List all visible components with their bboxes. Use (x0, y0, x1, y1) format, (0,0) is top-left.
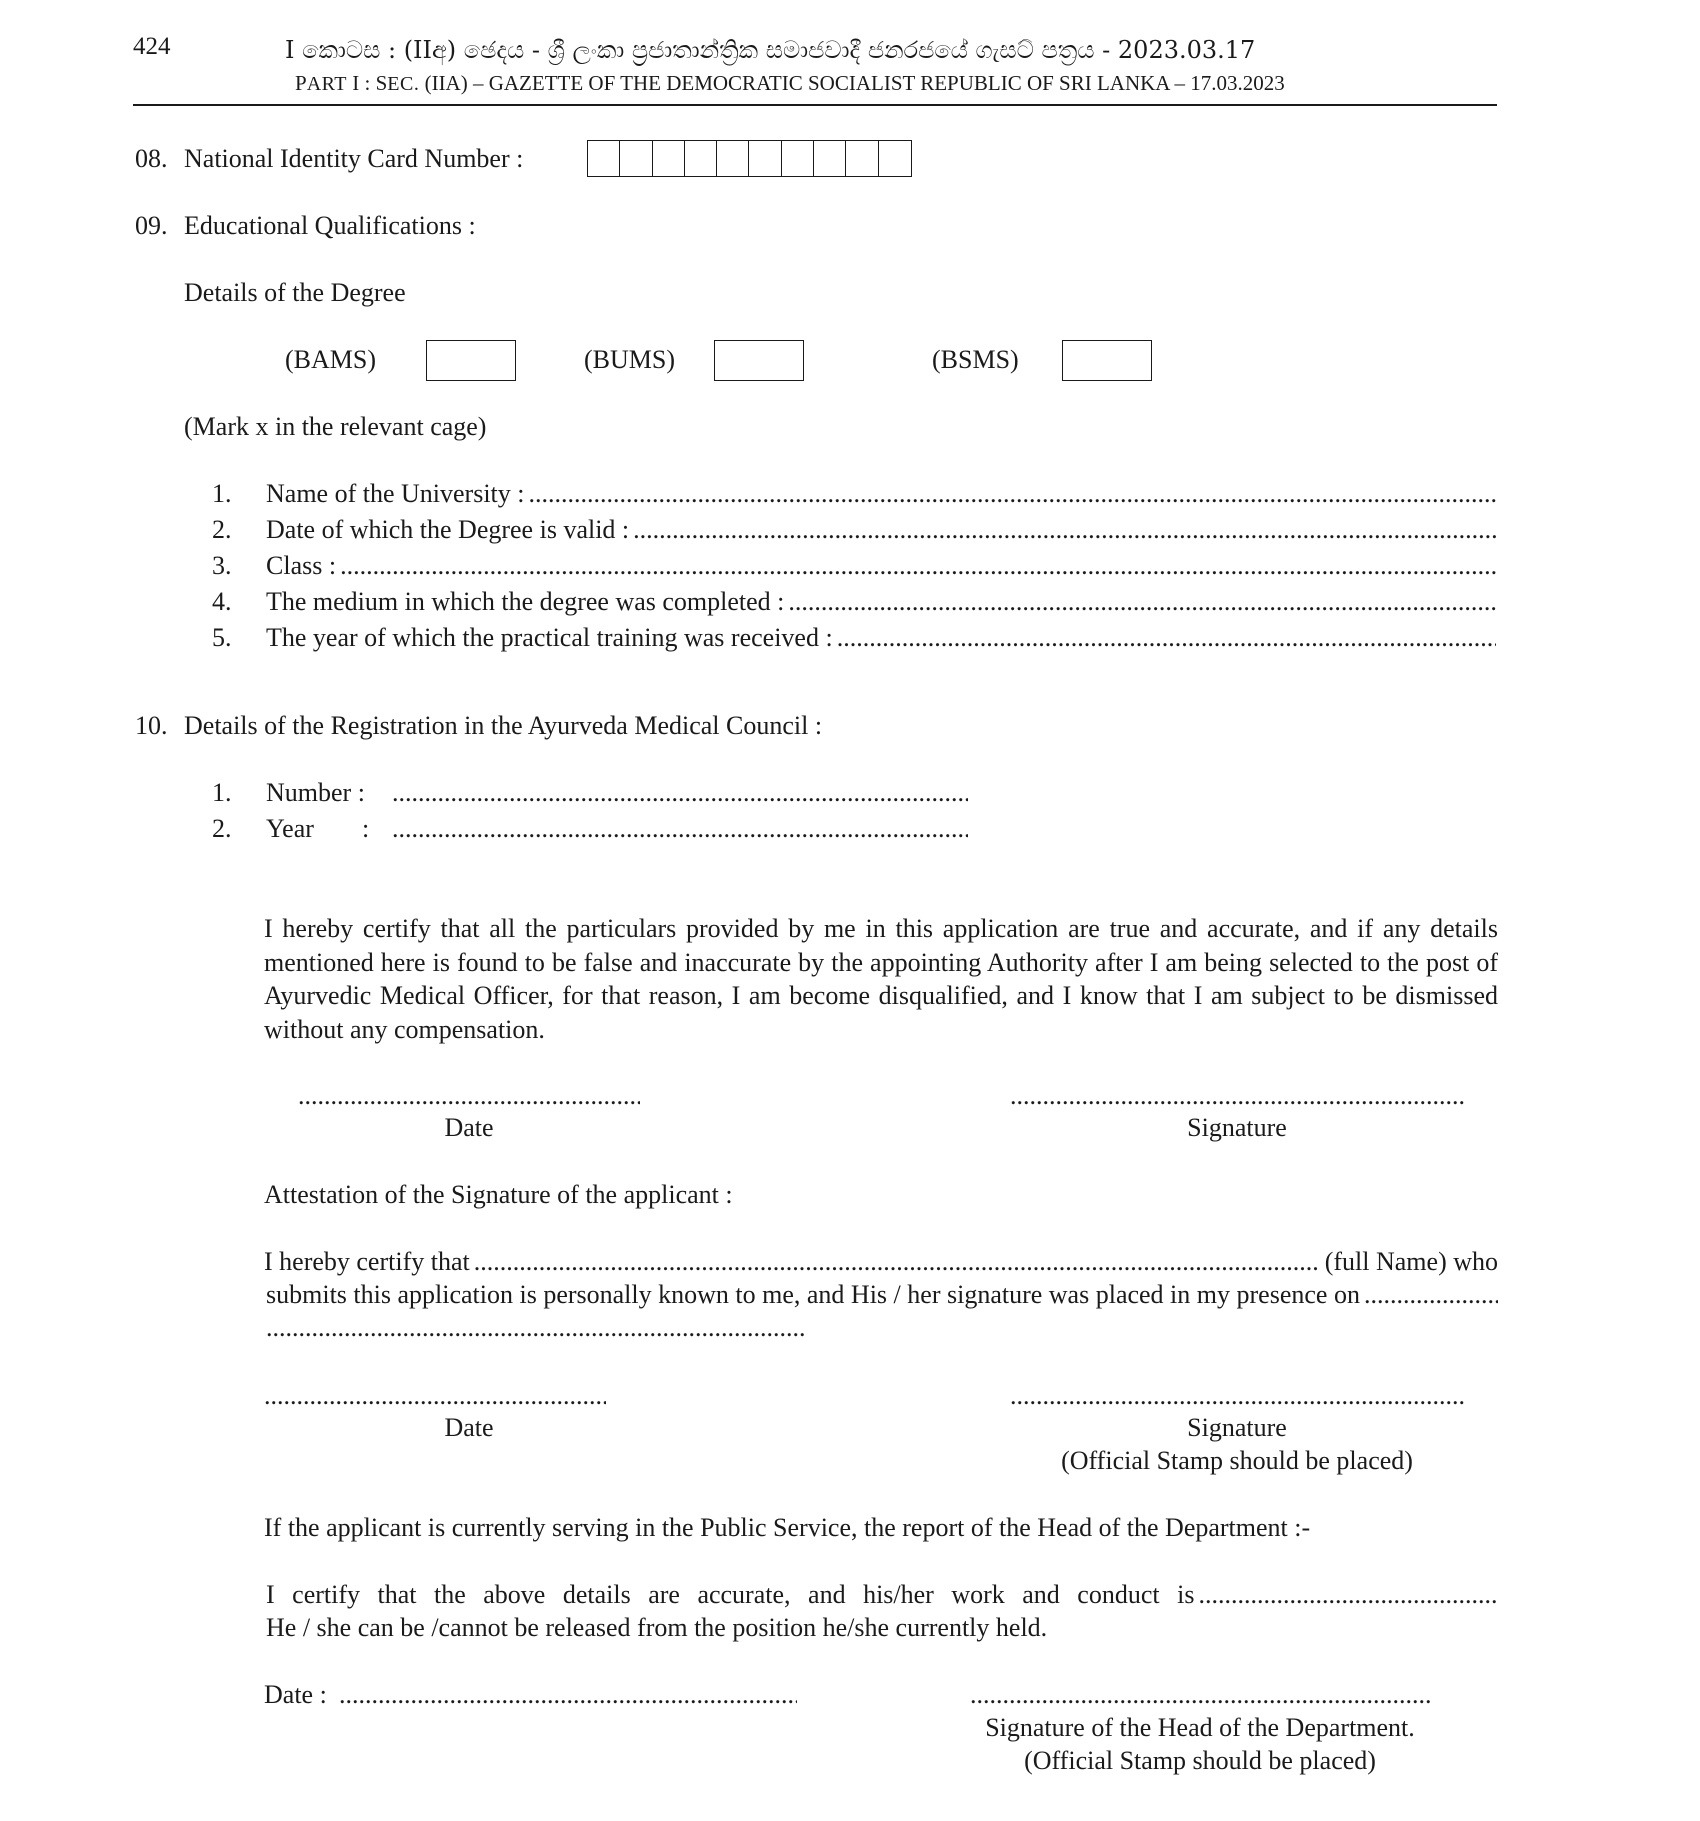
applicant-date-dotted-line[interactable] (298, 1080, 640, 1112)
presence-date-dotted-line-start[interactable] (1360, 1279, 1498, 1311)
attester-signature-label: Signature (1187, 1413, 1287, 1442)
head-report-line-2: He / she can be /cannot be released from the position he/she currently held. (266, 1613, 1048, 1642)
medium-dotted-line[interactable] (784, 586, 1498, 618)
degree-label-bams: (BAMS) (285, 345, 377, 374)
head-signature-label: Signature of the Head of the Department. (985, 1713, 1415, 1742)
registration-number-dotted-line[interactable] (392, 777, 968, 809)
presence-date-dotted-line-end[interactable] (266, 1312, 804, 1344)
educational-qualifications-heading: Educational Qualifications : (184, 211, 476, 240)
university-dotted-line[interactable] (525, 478, 1499, 510)
university-field[interactable]: Name of the University : ..... (266, 478, 1498, 510)
registration-number-field-number: 1. (212, 778, 232, 807)
item-09-number: 09. (135, 211, 168, 240)
nic-digit-cell[interactable] (717, 141, 749, 176)
nic-digit-cell[interactable] (846, 141, 878, 176)
attestation-line-1[interactable]: I hereby certify that ..... (full Name) who (264, 1246, 1498, 1278)
english-gazette-title: PART I : SEC. (IIA) – GAZETTE OF THE DEMOCRATIC SOCIALIST REPUBLIC OF SRI LANKA – 17.03.2023 (295, 71, 1285, 95)
degree-valid-date-field[interactable]: Date of which the Degree is valid : ..... (266, 514, 1498, 546)
attestation-line-2[interactable]: submits this application is personally known to me, and His / her signature was placed in my presence on ..... (266, 1279, 1498, 1311)
attestation-heading: Attestation of the Signature of the applicant : (264, 1180, 733, 1209)
class-dotted-line[interactable] (336, 550, 1498, 582)
attester-signature-dotted-line[interactable] (1010, 1380, 1464, 1412)
nic-digit-cell[interactable] (782, 141, 814, 176)
medium-field-number: 4. (212, 587, 232, 616)
attester-stamp-note: (Official Stamp should be placed) (1061, 1446, 1413, 1475)
training-year-field-number: 5. (212, 623, 232, 652)
applicant-date-label: Date (444, 1113, 494, 1142)
nic-digit-cell[interactable] (588, 141, 620, 176)
header-rule (133, 104, 1497, 106)
head-date-label: Date : (264, 1680, 327, 1709)
class-field[interactable]: Class : ..... (266, 550, 1498, 582)
item-08-number: 08. (135, 144, 168, 173)
training-year-dotted-line[interactable] (833, 622, 1496, 654)
degree-valid-dotted-line[interactable] (629, 514, 1498, 546)
applicant-signature-label: Signature (1187, 1113, 1287, 1142)
bams-checkbox[interactable] (426, 340, 516, 381)
applicant-signature-dotted-line[interactable] (1010, 1080, 1464, 1112)
medium-field[interactable]: The medium in which the degree was completed : ..... (266, 586, 1498, 618)
mark-instruction: (Mark x in the relevant cage) (184, 412, 487, 441)
registration-year-label: Year (266, 814, 314, 843)
bsms-checkbox[interactable] (1062, 340, 1152, 381)
nic-input-grid[interactable] (587, 140, 912, 177)
attester-date-label: Date (444, 1413, 494, 1442)
nic-digit-cell[interactable] (814, 141, 846, 176)
nic-digit-cell[interactable] (685, 141, 717, 176)
head-report-line-1[interactable]: I certify that the above details are accurate, and his/her work and conduct is ..... (266, 1579, 1498, 1611)
nic-label: National Identity Card Number : (184, 144, 524, 173)
degree-label-bums: (BUMS) (584, 345, 676, 374)
training-year-field[interactable]: The year of which the practical training was received : ..... (266, 622, 1496, 654)
nic-digit-cell[interactable] (879, 141, 911, 176)
head-report-heading: If the applicant is currently serving in the Public Service, the report of the Head of the Department :- (264, 1513, 1311, 1542)
nic-digit-cell[interactable] (749, 141, 781, 176)
nic-digit-cell[interactable] (653, 141, 685, 176)
registration-year-colon: : (362, 814, 370, 843)
registration-heading: Details of the Registration in the Ayurveda Medical Council : (184, 711, 823, 740)
degree-valid-field-number: 2. (212, 515, 232, 544)
degree-label-bsms: (BSMS) (932, 345, 1019, 374)
registration-year-dotted-line[interactable] (392, 813, 968, 845)
head-signature-dotted-line[interactable] (970, 1679, 1430, 1711)
registration-year-field-number: 2. (212, 814, 232, 843)
head-stamp-note: (Official Stamp should be placed) (1024, 1746, 1376, 1775)
conduct-dotted-line[interactable] (1194, 1579, 1498, 1611)
class-field-number: 3. (212, 551, 232, 580)
item-10-number: 10. (135, 711, 168, 740)
nic-digit-cell[interactable] (620, 141, 652, 176)
attester-date-dotted-line[interactable] (264, 1380, 606, 1412)
head-date-dotted-line[interactable] (339, 1679, 797, 1711)
attester-full-name-dotted-line[interactable] (470, 1246, 1319, 1278)
page-number: 424 (133, 33, 171, 60)
registration-number-label: Number : (266, 778, 365, 807)
applicant-certification-text: I hereby certify that all the particulars provided by me in this application are true and accurate, and if any details mentioned here is found to be false and inaccurate by the appointing Authority after I am being selected to the post of Ayurvedic Medical Officer, for that reason, I am become disqualified, and I know that I am subject to be dismissed without any compensation. (264, 914, 1498, 1044)
university-field-number: 1. (212, 479, 232, 508)
sinhala-gazette-title: I කොටස : (IIඅ) ඡෙදය - ශ්‍රී ලංකා ප්‍රජාතාන්ත්‍රික සමාජවාදී ජනරජයේ ගැසට් පත්‍රය - 2023.03.17 (285, 36, 1256, 64)
degree-details-heading: Details of the Degree (184, 278, 406, 307)
bums-checkbox[interactable] (714, 340, 804, 381)
